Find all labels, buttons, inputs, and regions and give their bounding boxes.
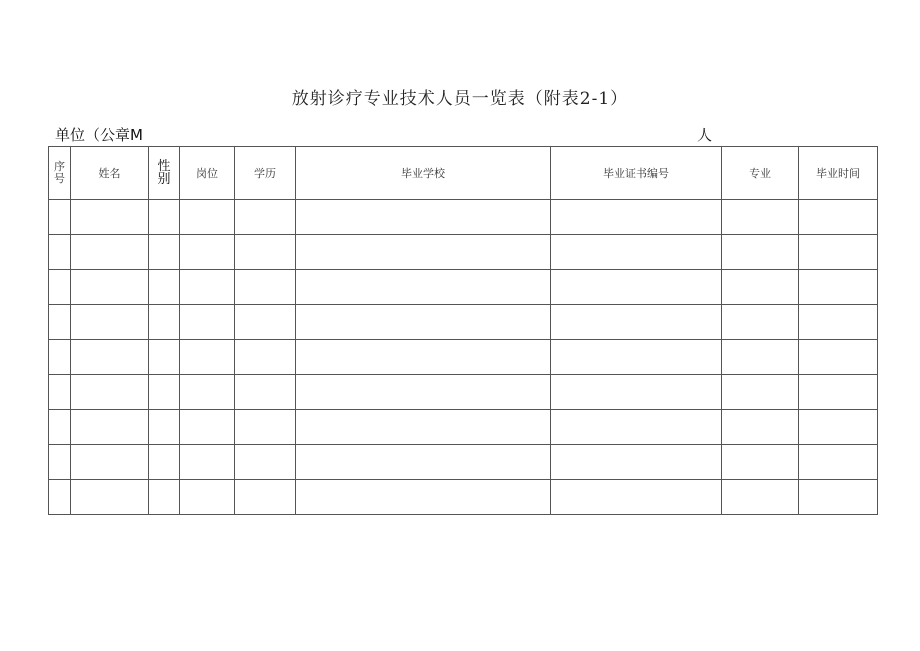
table-body (49, 200, 878, 515)
cell-major (722, 200, 799, 235)
header-gender-line1: 性 (157, 159, 171, 174)
cell-school (296, 480, 551, 515)
cell-post (180, 235, 235, 270)
cell-gender (149, 305, 180, 340)
table-row (49, 200, 878, 235)
staff-table (48, 146, 878, 515)
cell-name (71, 375, 149, 410)
cell-certificate (551, 235, 722, 270)
cell-post (180, 305, 235, 340)
table-row (49, 375, 878, 410)
cell-school (296, 200, 551, 235)
cell-name (71, 410, 149, 445)
unit-count-suffix: 人 (697, 126, 713, 144)
cell-name (71, 445, 149, 480)
cell-school (296, 235, 551, 270)
cell-seq (49, 235, 71, 270)
cell-gender (149, 375, 180, 410)
header-seq-line2: 号 (54, 172, 65, 185)
cell-gender (149, 445, 180, 480)
cell-major (722, 375, 799, 410)
cell-gender (149, 235, 180, 270)
cell-name (71, 200, 149, 235)
table-row (49, 410, 878, 445)
cell-education (235, 410, 296, 445)
cell-gender (149, 270, 180, 305)
cell-major (722, 305, 799, 340)
table-row (49, 305, 878, 340)
cell-school (296, 340, 551, 375)
header-seq-line1: 序 (54, 160, 65, 173)
cell-post (180, 340, 235, 375)
cell-grad_time (799, 200, 878, 235)
cell-name (71, 270, 149, 305)
cell-education (235, 445, 296, 480)
cell-seq (49, 375, 71, 410)
table-row (49, 480, 878, 515)
cell-name (71, 480, 149, 515)
cell-certificate (551, 270, 722, 305)
cell-major (722, 270, 799, 305)
cell-gender (149, 410, 180, 445)
cell-major (722, 235, 799, 270)
cell-grad_time (799, 235, 878, 270)
cell-certificate (551, 480, 722, 515)
cell-post (180, 480, 235, 515)
cell-major (722, 410, 799, 445)
header-name: 姓名 (71, 147, 149, 200)
cell-name (71, 305, 149, 340)
cell-gender (149, 200, 180, 235)
cell-major (722, 445, 799, 480)
cell-seq (49, 445, 71, 480)
cell-post (180, 410, 235, 445)
cell-grad_time (799, 270, 878, 305)
cell-name (71, 340, 149, 375)
cell-post (180, 375, 235, 410)
cell-education (235, 305, 296, 340)
cell-certificate (551, 305, 722, 340)
cell-certificate (551, 200, 722, 235)
table-row (49, 270, 878, 305)
header-gender-line2: 别 (157, 172, 171, 187)
header-post: 岗位 (180, 147, 235, 200)
header-certificate: 毕业证书编号 (551, 147, 722, 200)
cell-education (235, 375, 296, 410)
cell-post (180, 445, 235, 480)
cell-seq (49, 410, 71, 445)
cell-grad_time (799, 410, 878, 445)
cell-education (235, 340, 296, 375)
cell-grad_time (799, 305, 878, 340)
unit-label: 单位（公章M (55, 126, 143, 144)
table-row (49, 445, 878, 480)
cell-gender (149, 340, 180, 375)
cell-school (296, 410, 551, 445)
cell-post (180, 200, 235, 235)
header-gender (149, 147, 180, 200)
table-row (49, 235, 878, 270)
cell-education (235, 200, 296, 235)
cell-post (180, 270, 235, 305)
cell-gender (149, 480, 180, 515)
unit-row (55, 124, 725, 146)
cell-seq (49, 200, 71, 235)
cell-education (235, 235, 296, 270)
header-grad-time: 毕业时间 (799, 147, 878, 200)
cell-school (296, 375, 551, 410)
cell-name (71, 235, 149, 270)
table-row (49, 340, 878, 375)
page-title: 放射诊疗专业技术人员一览表（附表2-1） (291, 89, 629, 109)
cell-major (722, 480, 799, 515)
cell-major (722, 340, 799, 375)
cell-seq (49, 270, 71, 305)
cell-grad_time (799, 375, 878, 410)
cell-education (235, 270, 296, 305)
cell-certificate (551, 445, 722, 480)
cell-certificate (551, 410, 722, 445)
header-major: 专业 (722, 147, 799, 200)
cell-seq (49, 480, 71, 515)
cell-seq (49, 340, 71, 375)
cell-seq (49, 305, 71, 340)
header-school: 毕业学校 (296, 147, 551, 200)
cell-school (296, 445, 551, 480)
cell-school (296, 305, 551, 340)
header-seq (49, 147, 71, 200)
cell-grad_time (799, 445, 878, 480)
cell-certificate (551, 340, 722, 375)
cell-grad_time (799, 480, 878, 515)
cell-education (235, 480, 296, 515)
cell-certificate (551, 375, 722, 410)
cell-grad_time (799, 340, 878, 375)
header-education: 学历 (235, 147, 296, 200)
table-header-row (49, 147, 878, 200)
cell-school (296, 270, 551, 305)
